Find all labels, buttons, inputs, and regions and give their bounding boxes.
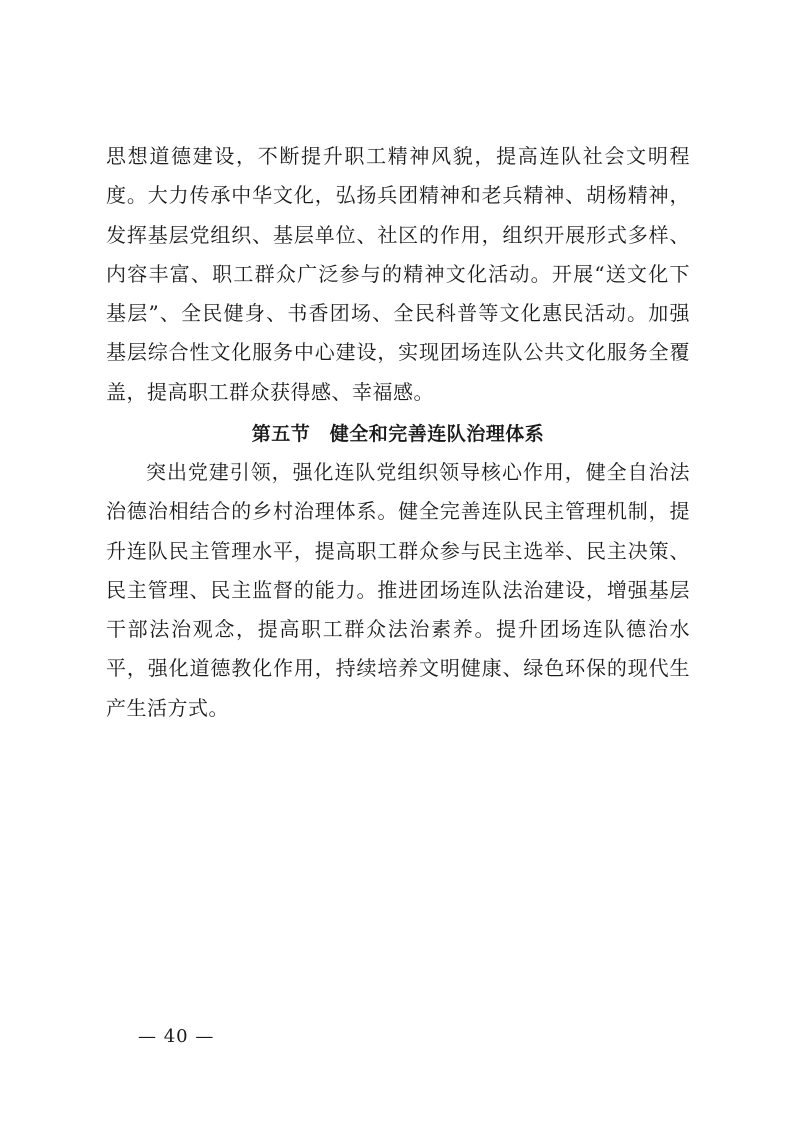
- section-heading: 第五节 健全和完善连队治理体系: [251, 423, 545, 445]
- body-paragraph-continued: 思想道德建设，不断提升职工精神风貌，提高连队社会文明程度。大力传承中华文化，弘扬兵团精神和老兵精神、胡杨精神，发挥基层党组织、基层单位、社区的作用，组织开展形式多样、内容丰富、职工群众广泛参与的精神文化活动。开展“送文化下基层”、全民健身、书香团场、全民科普等文化惠民活动。加强基层综合性文化服务中心建设，实现团场连队公共文化服务全覆盖，提高职工群众获得感、幸福感。: [106, 144, 690, 404]
- page-number: — 40 —: [138, 1026, 215, 1047]
- body-paragraph: 突出党建引领，强化连队党组织领导核心作用，健全自治法治德治相结合的乡村治理体系。健全完善连队民主管理机制，提升连队民主管理水平，提高职工群众参与民主选举、民主决策、民主管理、民主监督的能力。推进团场连队法治建设，增强基层干部法治观念，提高职工群众法治素养。提升团场连队德治水平，强化道德教化作用，持续培养文明健康、绿色环保的现代生产生活方式。: [106, 460, 690, 720]
